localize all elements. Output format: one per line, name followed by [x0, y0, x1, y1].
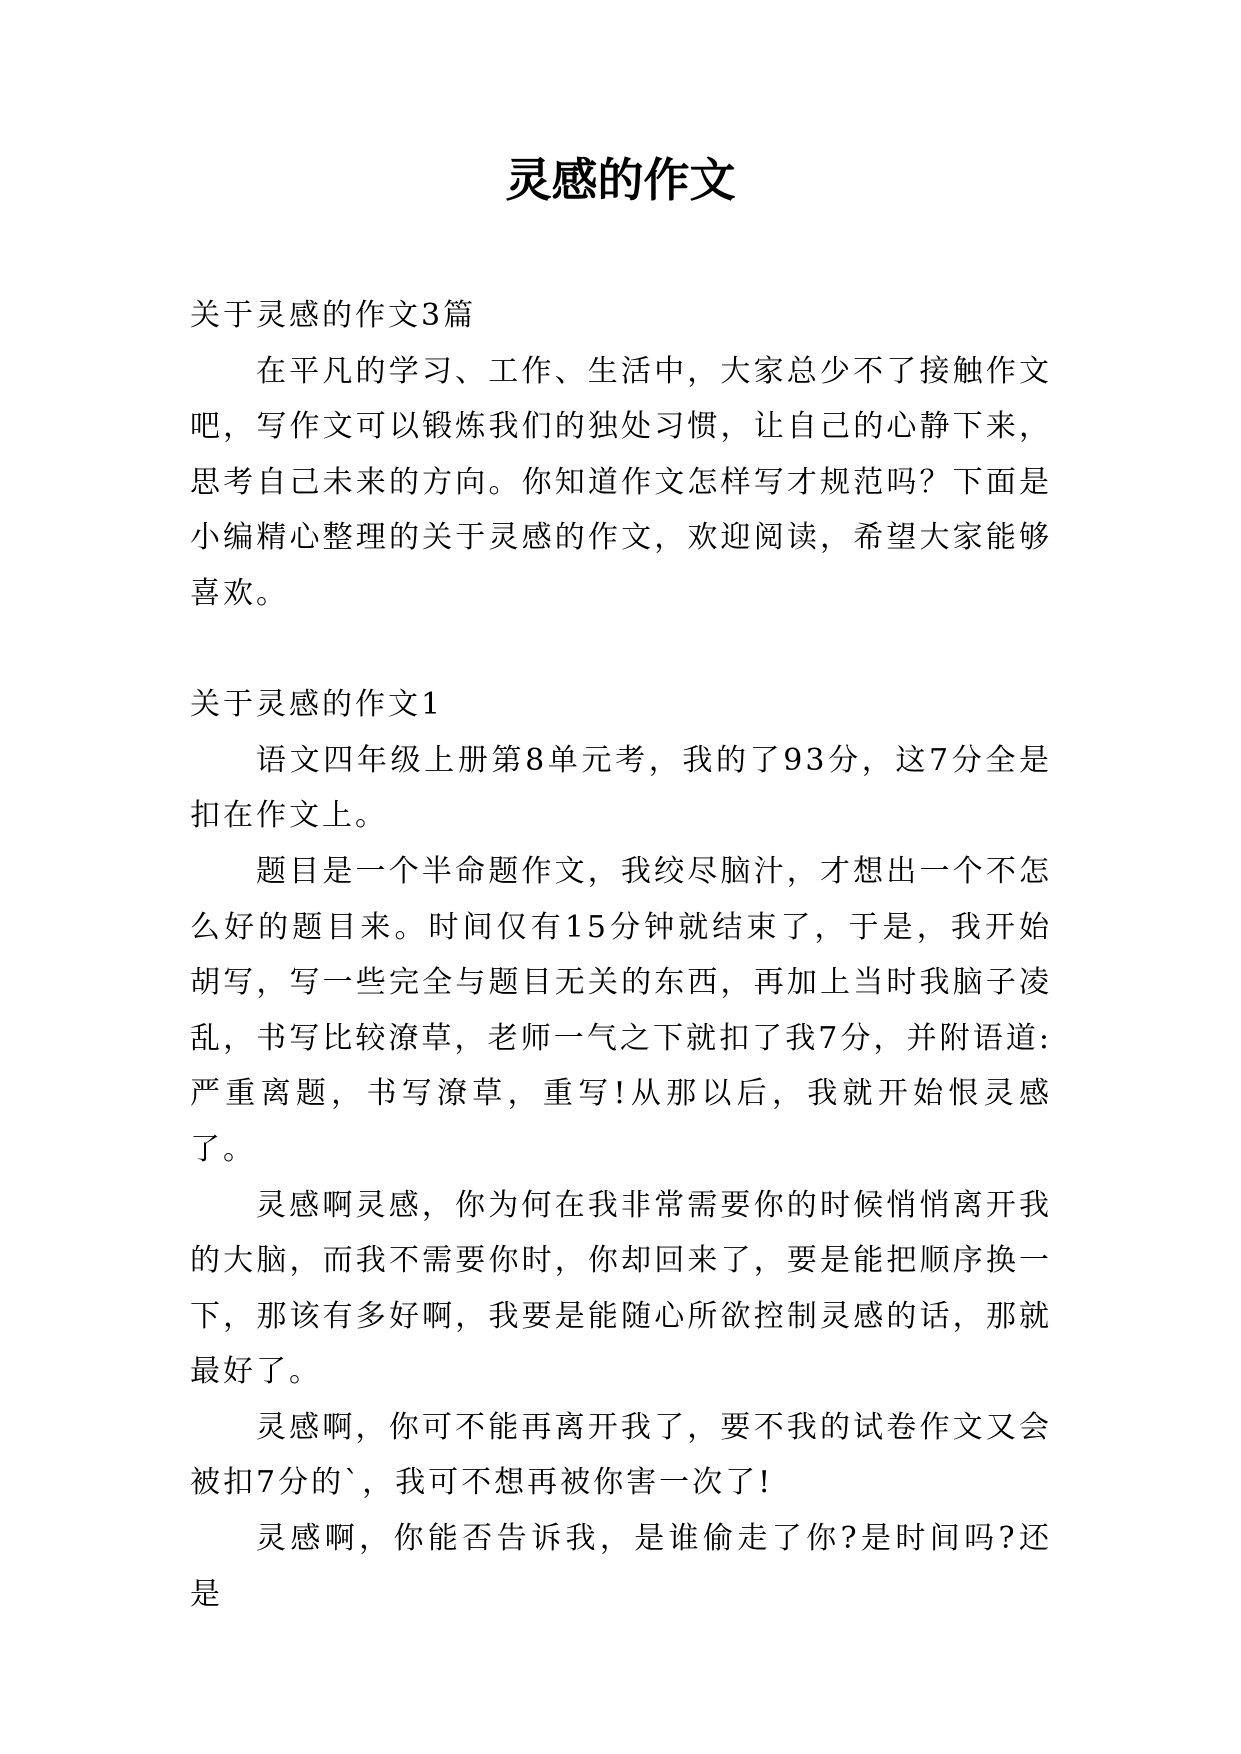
- essay-1-paragraph: 题目是一个半命题作文，我绞尽脑汁，才想出一个不怎么好的题目来。时间仅有15分钟就结束了，于是，我开始胡写，写一些完全与题目无关的东西，再加上当时我脑子凌乱，书写比较潦草，老师一气之下就扣了我7分，并附语道:严重离题，书写潦草，重写!从那以后，我就开始恨灵感了。: [190, 853, 1052, 1167]
- document-title: 灵感的作文: [505, 153, 736, 207]
- essay-1-paragraph: 灵感啊灵感，你为何在我非常需要你的时候悄悄离开我的大脑，而我不需要你时，你却回来了，要是能把顺序换一下，那该有多好啊，我要是能随心所欲控制灵感的话，那就最好了。: [190, 1187, 1052, 1390]
- intro-paragraph: 在平凡的学习、工作、生活中，大家总少不了接触作文吧，写作文可以锻炼我们的独处习惯，让自己的心静下来，思考自己未来的方向。你知道作文怎样写才规范吗？下面是小编精心整理的关于灵感的作文，欢迎阅读，希望大家能够喜欢。: [190, 353, 1052, 611]
- document-body: [190, 288, 1052, 1622]
- essay-1-paragraph: 灵感啊，你可不能再离开我了，要不我的试卷作文又会被扣7分的`，我可不想再被你害一次了!: [190, 1409, 1052, 1501]
- essay-1-heading: 关于灵感的作文1: [190, 687, 444, 723]
- intro-heading: 关于灵感的作文3篇: [190, 298, 477, 333]
- essay-1-paragraph: 灵感啊，你能否告诉我，是谁偷走了你?是时间吗?还是: [190, 1521, 1052, 1612]
- section-spacer: [190, 622, 1052, 678]
- essay-1-paragraph: 语文四年级上册第8单元考，我的了93分，这7分全是扣在作文上。: [190, 742, 1052, 834]
